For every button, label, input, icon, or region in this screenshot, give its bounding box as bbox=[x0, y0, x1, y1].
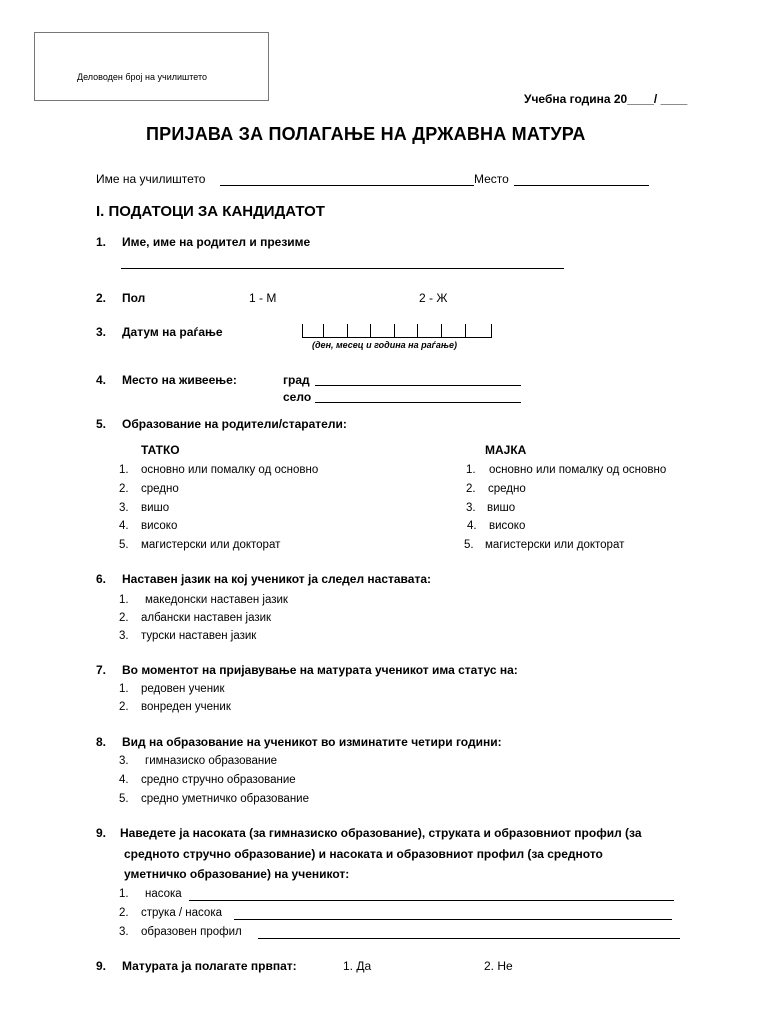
city-field[interactable] bbox=[315, 385, 521, 386]
q3-label: Датум на раѓање bbox=[122, 325, 223, 339]
mother-option[interactable]: високо bbox=[489, 520, 526, 532]
school-year-field[interactable]: Учебна година 20____/ ____ bbox=[524, 92, 688, 106]
profile-item-label: струка / насока bbox=[141, 907, 222, 919]
mother-option-number: 1. bbox=[466, 464, 476, 476]
profile-item-label: насока bbox=[145, 888, 182, 900]
mother-option-number: 5. bbox=[464, 539, 474, 551]
gender-male-option[interactable]: 1 - М bbox=[249, 291, 277, 305]
mother-option[interactable]: магистерски или докторат bbox=[485, 539, 625, 551]
q3-number: 3. bbox=[96, 325, 107, 339]
birth-date-field[interactable] bbox=[302, 324, 492, 338]
q9-label-line3: уметничко образование) на ученикот: bbox=[124, 867, 350, 881]
full-name-field[interactable] bbox=[121, 268, 564, 269]
first-time-no-option[interactable]: 2. Не bbox=[484, 959, 513, 973]
date-cell-divider bbox=[323, 324, 324, 337]
education-profile-field[interactable] bbox=[258, 938, 680, 939]
date-format-note: (ден, месец и година на раѓање) bbox=[312, 340, 458, 350]
q9-number: 9. bbox=[96, 826, 107, 840]
place-field[interactable] bbox=[514, 185, 649, 186]
father-option-number: 3. bbox=[119, 502, 129, 514]
status-option[interactable]: редовен ученик bbox=[141, 683, 225, 695]
q6-label: Наставен јазик на кој ученикот ја следел наставата: bbox=[122, 572, 431, 586]
date-cell-divider bbox=[394, 324, 395, 337]
first-time-yes-option[interactable]: 1. Да bbox=[343, 959, 372, 973]
profile-item-number: 2. bbox=[119, 907, 129, 919]
mother-option-number: 3. bbox=[466, 502, 476, 514]
father-option-number: 1. bbox=[119, 464, 129, 476]
q10-number: 9. bbox=[96, 959, 107, 973]
education-type-option[interactable]: средно стручно образование bbox=[141, 774, 296, 786]
language-option-number: 1. bbox=[119, 594, 129, 606]
father-option[interactable]: магистерски или докторат bbox=[141, 539, 281, 551]
father-option[interactable]: вишо bbox=[141, 502, 170, 514]
date-cell-divider bbox=[302, 324, 303, 337]
date-cell-divider bbox=[465, 324, 466, 337]
q4-number: 4. bbox=[96, 373, 107, 387]
page-title: ПРИЈАВА ЗА ПОЛАГАЊЕ НА ДРЖАВНА МАТУРА bbox=[146, 124, 586, 144]
profile-item-label: образовен профил bbox=[141, 926, 242, 938]
date-cell-divider bbox=[417, 324, 418, 337]
q1-number: 1. bbox=[96, 235, 107, 249]
village-label: село bbox=[283, 390, 312, 404]
education-type-option-number: 4. bbox=[119, 774, 129, 786]
father-option[interactable]: средно bbox=[141, 483, 179, 495]
mother-option[interactable]: средно bbox=[488, 483, 526, 495]
village-field[interactable] bbox=[315, 402, 521, 403]
father-heading: ТАТКО bbox=[141, 443, 180, 457]
language-option[interactable]: албански наставен јазик bbox=[141, 612, 272, 624]
date-cell-divider bbox=[370, 324, 371, 337]
status-option[interactable]: вонреден ученик bbox=[141, 701, 231, 713]
mother-option[interactable]: основно или помалку од основно bbox=[489, 464, 667, 476]
status-option-number: 2. bbox=[119, 701, 129, 713]
city-label: град bbox=[283, 373, 310, 387]
registry-number-box[interactable] bbox=[34, 32, 269, 101]
q4-label: Место на живеење: bbox=[122, 373, 237, 387]
father-option-number: 2. bbox=[119, 483, 129, 495]
q5-number: 5. bbox=[96, 417, 107, 431]
q8-label: Вид на образование на ученикот во изминатите четири години: bbox=[122, 735, 502, 749]
q2-label: Пол bbox=[122, 291, 146, 305]
gender-female-option[interactable]: 2 - Ж bbox=[419, 291, 448, 305]
registry-number-label: Деловоден број на училиштето bbox=[77, 72, 207, 82]
q10-label: Матурата ја полагате првпат: bbox=[122, 959, 297, 973]
section-title: I. ПОДАТОЦИ ЗА КАНДИДАТОТ bbox=[96, 203, 325, 220]
profile-item-number: 1. bbox=[119, 888, 129, 900]
profile-item-number: 3. bbox=[119, 926, 129, 938]
date-cell-divider bbox=[441, 324, 442, 337]
father-option-number: 4. bbox=[119, 520, 129, 532]
education-type-option-number: 5. bbox=[119, 793, 129, 805]
language-option-number: 2. bbox=[119, 612, 129, 624]
education-type-option-number: 3. bbox=[119, 755, 129, 767]
direction-field[interactable] bbox=[189, 900, 674, 901]
school-name-label: Име на училиштето bbox=[96, 172, 206, 186]
q2-number: 2. bbox=[96, 291, 107, 305]
q9-label-line1: Наведете ја насоката (за гимназиско образование), струката и образовниот профил (за bbox=[120, 826, 642, 840]
mother-option-number: 2. bbox=[466, 483, 476, 495]
vocation-field[interactable] bbox=[234, 919, 672, 920]
q8-number: 8. bbox=[96, 735, 107, 749]
language-option[interactable]: македонски наставен јазик bbox=[145, 594, 288, 606]
q7-number: 7. bbox=[96, 663, 107, 677]
father-option-number: 5. bbox=[119, 539, 129, 551]
mother-option[interactable]: вишо bbox=[487, 502, 516, 514]
q6-number: 6. bbox=[96, 572, 107, 586]
mother-heading: МАЈКА bbox=[485, 443, 527, 457]
q1-label: Име, име на родител и презиме bbox=[122, 235, 311, 249]
education-type-option[interactable]: средно уметничко образование bbox=[141, 793, 309, 805]
education-type-option[interactable]: гимназиско образование bbox=[145, 755, 278, 767]
mother-option-number: 4. bbox=[467, 520, 477, 532]
date-cell-divider bbox=[347, 324, 348, 337]
language-option-number: 3. bbox=[119, 630, 129, 642]
father-option[interactable]: високо bbox=[141, 520, 178, 532]
date-cell-divider bbox=[491, 324, 492, 337]
q9-label-line2: средното стручно образование) и насоката и образовниот профил (за средното bbox=[124, 847, 603, 861]
status-option-number: 1. bbox=[119, 683, 129, 695]
language-option[interactable]: турски наставен јазик bbox=[141, 630, 257, 642]
place-label: Место bbox=[474, 172, 509, 186]
q7-label: Во моментот на пријавување на матурата ученикот има статус на: bbox=[122, 663, 518, 677]
father-option[interactable]: основно или помалку од основно bbox=[141, 464, 319, 476]
school-name-field[interactable] bbox=[220, 185, 474, 186]
q5-label: Образование на родители/старатели: bbox=[122, 417, 347, 431]
